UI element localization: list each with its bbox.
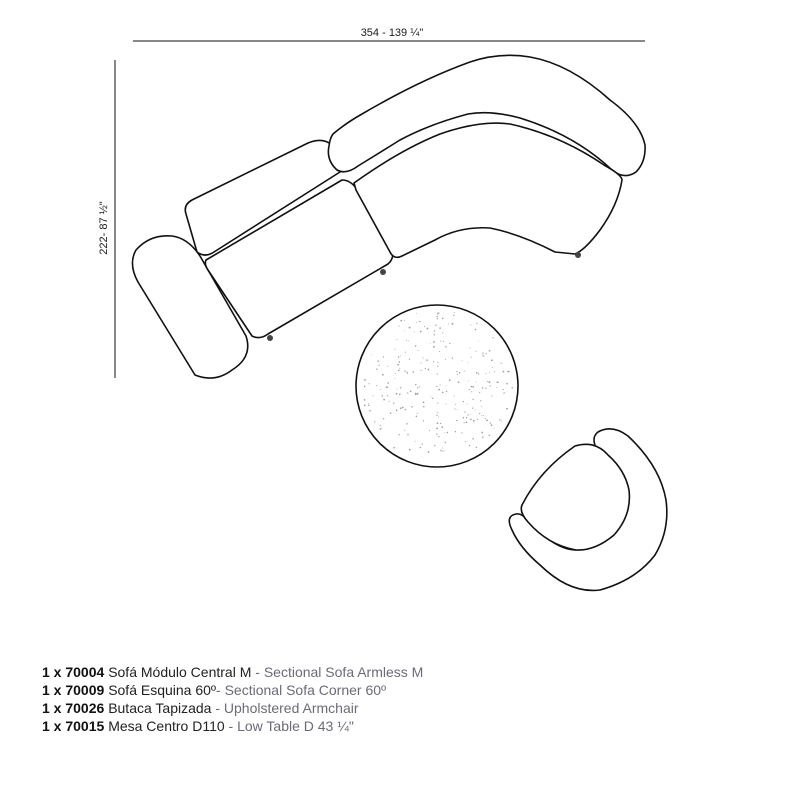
table-speckle [504, 392, 505, 393]
sofa-leg [267, 335, 273, 341]
table-speckle [416, 416, 418, 418]
table-speckle [481, 415, 482, 416]
table-speckle [483, 415, 484, 416]
table-speckle [455, 431, 456, 432]
table-speckle [417, 388, 418, 389]
table-speckle [454, 312, 455, 313]
table-speckle [386, 386, 387, 387]
table-speckle [453, 315, 454, 316]
table-speckle [436, 316, 438, 318]
table-speckle [506, 408, 508, 410]
table-speckle [396, 339, 397, 340]
table-speckle [407, 392, 408, 393]
component-row [42, 717, 423, 735]
table-speckle [430, 397, 431, 398]
component-name-spanish: Butaca Tapizada [108, 700, 212, 716]
table-speckle [429, 430, 430, 431]
table-speckle [475, 382, 476, 383]
table-speckle [435, 325, 436, 326]
table-speckle [368, 405, 369, 406]
table-speckle [470, 418, 472, 420]
table-speckle [364, 379, 366, 381]
table-speckle [436, 434, 437, 435]
table-speckle [445, 442, 446, 443]
table-speckle [454, 395, 455, 396]
table-speckle [458, 381, 460, 383]
table-speckle [399, 434, 400, 435]
table-speckle [480, 400, 481, 401]
table-speckle [449, 379, 451, 381]
table-speckle [475, 410, 476, 411]
table-speckle [461, 432, 462, 433]
table-speckle [478, 373, 479, 374]
table-speckle [499, 419, 500, 420]
table-speckle [489, 372, 490, 373]
table-speckle [489, 350, 491, 352]
table-speckle [471, 357, 472, 358]
table-speckle [452, 357, 453, 358]
component-list [42, 663, 423, 735]
component-quantity-code: 1 x 70015 [42, 718, 105, 734]
table-speckle [423, 401, 425, 403]
table-speckle [456, 371, 457, 372]
table-speckle [475, 351, 476, 352]
table-speckle [471, 386, 472, 387]
table-speckle [464, 371, 465, 372]
table-speckle [434, 445, 435, 446]
table-speckle [464, 422, 465, 423]
table-speckle [470, 347, 471, 348]
table-speckle [399, 394, 401, 396]
table-speckle [506, 383, 508, 385]
table-speckle [501, 421, 502, 422]
table-speckle [380, 425, 381, 426]
table-speckle [387, 387, 388, 388]
table-speckle [423, 420, 424, 421]
table-speckle [413, 371, 415, 373]
table-speckle [390, 412, 392, 414]
table-speckle [487, 381, 488, 382]
table-speckle [440, 384, 441, 385]
table-speckle [470, 414, 471, 415]
table-speckle [497, 381, 499, 383]
table-speckle [472, 407, 473, 408]
table-speckle [406, 423, 407, 424]
table-speckle [494, 428, 495, 429]
table-speckle [439, 351, 440, 352]
table-speckle [425, 368, 426, 369]
table-speckle [405, 352, 406, 353]
table-speckle [483, 356, 484, 357]
table-speckle [404, 320, 405, 321]
table-speckle [417, 393, 419, 395]
table-speckle [416, 322, 417, 323]
table-speckle [393, 403, 394, 404]
table-speckle [424, 326, 425, 327]
table-speckle [511, 387, 512, 388]
table-speckle [471, 391, 472, 392]
table-speckle [380, 428, 382, 430]
table-speckle [440, 450, 441, 451]
table-speckle [437, 412, 438, 413]
table-speckle [397, 364, 399, 366]
table-speckle [419, 386, 420, 387]
table-speckle [438, 389, 440, 391]
table-speckle [444, 432, 445, 433]
component-row [42, 663, 423, 681]
table-speckle [423, 358, 424, 359]
table-speckle [463, 401, 464, 402]
table-speckle [438, 436, 439, 437]
table-speckle [459, 372, 461, 374]
table-speckle [371, 355, 372, 356]
table-speckle [438, 417, 439, 418]
table-speckle [426, 359, 428, 361]
table-speckle [434, 334, 435, 335]
table-speckle [433, 361, 434, 362]
component-row [42, 699, 423, 717]
table-speckle [476, 372, 478, 374]
table-speckle [409, 449, 411, 451]
table-speckle [489, 435, 490, 436]
table-speckle [492, 367, 493, 368]
table-speckle [503, 371, 505, 373]
table-speckle [399, 361, 400, 362]
table-speckle [468, 362, 469, 363]
table-speckle [463, 417, 464, 418]
table-speckle [418, 350, 419, 351]
table-speckle [404, 430, 405, 431]
table-speckle [481, 432, 483, 434]
component-name-english: - Low Table D 43 ¼" [224, 718, 354, 734]
table-speckle [442, 332, 443, 333]
table-speckle [395, 378, 396, 379]
table-speckle [493, 337, 494, 338]
table-speckle [369, 410, 371, 412]
table-speckle [388, 401, 389, 402]
table-speckle [502, 389, 503, 390]
table-speckle [400, 320, 402, 322]
table-speckle [393, 447, 395, 449]
table-speckle [398, 370, 400, 372]
table-speckle [507, 371, 508, 372]
table-speckle [380, 389, 381, 390]
table-speckle [442, 392, 444, 394]
table-speckle [400, 355, 401, 356]
table-speckle [430, 343, 431, 344]
table-speckle [501, 363, 502, 364]
table-speckle [446, 391, 447, 392]
table-speckle [437, 366, 438, 367]
table-speckle [409, 327, 411, 329]
component-quantity-code: 1 x 70009 [42, 682, 105, 698]
table-speckle [433, 346, 435, 348]
upholstered-armchair [509, 429, 667, 591]
sectional-sofa-armless-module [132, 140, 392, 378]
table-speckle [436, 428, 438, 430]
table-speckle [421, 370, 422, 371]
table-speckle [491, 424, 493, 426]
table-speckle [409, 359, 410, 360]
table-speckle [428, 451, 430, 453]
table-speckle [410, 390, 412, 392]
table-speckle [368, 383, 369, 384]
component-name-english: - Upholstered Armchair [211, 700, 359, 716]
table-speckle [469, 389, 470, 390]
table-speckle [455, 404, 456, 405]
table-speckle [437, 362, 438, 363]
table-speckle [476, 447, 477, 448]
table-speckle [379, 365, 380, 366]
table-speckle [472, 399, 473, 400]
table-speckle [420, 331, 422, 333]
table-speckle [442, 427, 443, 428]
table-speckle [415, 393, 416, 394]
table-speckle [364, 386, 365, 387]
component-name-spanish: Sofá Módulo Central M [108, 664, 252, 680]
sofa-leg [380, 269, 386, 275]
table-speckle [423, 406, 424, 407]
table-speckle [482, 436, 483, 437]
table-speckle [481, 406, 482, 407]
table-speckle [470, 325, 471, 326]
table-speckle [432, 398, 433, 399]
table-speckle [368, 403, 369, 404]
table-speckle [372, 395, 373, 396]
table-speckle [461, 360, 462, 361]
table-speckle [442, 318, 444, 320]
table-speckle [434, 330, 435, 331]
table-speckle [416, 313, 417, 314]
table-speckle [437, 313, 439, 315]
table-speckle [404, 330, 405, 331]
table-speckle [508, 371, 510, 373]
table-speckle [454, 408, 455, 409]
table-speckle [465, 441, 466, 442]
table-speckle [396, 409, 398, 411]
table-speckle [376, 385, 377, 386]
table-speckle [383, 418, 384, 419]
table-speckle [443, 341, 444, 342]
table-speckle [482, 387, 483, 388]
table-speckle [436, 386, 437, 387]
table-speckle [489, 385, 490, 386]
table-speckle [447, 432, 448, 433]
table-speckle [415, 441, 416, 442]
table-speckle [446, 404, 447, 405]
table-speckle [427, 328, 429, 330]
table-speckle [443, 450, 444, 451]
table-speckle [411, 406, 412, 407]
table-speckle [436, 415, 437, 416]
table-speckle [445, 346, 446, 347]
table-speckle [437, 422, 439, 424]
table-speckle [445, 359, 446, 360]
table-speckle [477, 419, 478, 420]
table-speckle [469, 445, 470, 446]
table-speckle [456, 420, 457, 421]
width-dimension-label: 354 - 139 ¼" [360, 27, 424, 39]
table-speckle [419, 321, 421, 323]
component-row [42, 681, 423, 699]
table-speckle [383, 356, 384, 357]
table-speckle [382, 374, 384, 376]
table-speckle [485, 388, 486, 389]
table-speckle [437, 374, 438, 375]
component-name-english: - Sectional Sofa Armless M [251, 664, 424, 680]
table-speckle [406, 340, 407, 341]
component-name-english: - Sectional Sofa Corner 60º [216, 682, 387, 698]
table-speckle [467, 414, 468, 415]
table-speckle [402, 407, 404, 409]
table-speckle [437, 403, 438, 404]
table-speckle [420, 362, 421, 363]
table-speckle [387, 395, 388, 396]
table-speckle [475, 329, 477, 331]
table-speckle [420, 447, 421, 448]
table-speckle [448, 323, 449, 324]
table-speckle [478, 341, 479, 342]
table-speckle [446, 385, 447, 386]
table-speckle [428, 369, 430, 371]
table-speckle [479, 392, 480, 393]
table-speckle [364, 399, 366, 401]
component-quantity-code: 1 x 70026 [42, 700, 105, 716]
table-speckle [433, 341, 435, 343]
table-speckle [457, 409, 458, 410]
table-speckle [404, 370, 405, 371]
table-speckle [457, 374, 458, 375]
table-speckle [415, 384, 416, 385]
table-speckle [440, 341, 441, 342]
table-speckle [399, 368, 400, 369]
table-speckle [489, 381, 491, 383]
sectional-sofa-corner-60 [328, 55, 645, 258]
table-speckle [395, 373, 396, 374]
table-speckle [437, 318, 438, 319]
table-speckle [376, 368, 377, 369]
table-speckle [415, 345, 417, 347]
table-speckle [400, 387, 401, 388]
table-speckle [479, 413, 480, 414]
table-speckle [387, 366, 388, 367]
table-speckle [494, 371, 495, 372]
table-speckle [364, 404, 366, 406]
table-speckle [466, 421, 468, 423]
table-speckle [498, 382, 499, 383]
table-speckle [442, 448, 443, 449]
table-speckle [383, 399, 385, 401]
table-speckle [396, 389, 397, 390]
low-table-d110 [356, 305, 518, 467]
component-name-spanish: Sofá Esquina 60º [108, 682, 217, 698]
table-speckle [482, 355, 483, 356]
table-speckle [482, 352, 483, 353]
table-speckle [442, 451, 443, 452]
table-speckle [406, 372, 408, 374]
table-speckle [405, 409, 406, 410]
table-speckle [466, 404, 467, 405]
table-speckle [490, 423, 491, 424]
table-speckle [374, 421, 375, 422]
table-speckle [382, 395, 383, 396]
table-speckle [415, 393, 417, 395]
table-speckle [400, 407, 402, 409]
table-speckle [472, 438, 474, 440]
table-speckle [491, 396, 492, 397]
table-speckle [440, 423, 441, 424]
table-speckle [473, 420, 475, 422]
component-quantity-code: 1 x 70004 [42, 664, 105, 680]
table-speckle [398, 356, 400, 358]
table-speckle [394, 349, 395, 350]
table-speckle [486, 420, 488, 422]
table-speckle [468, 380, 469, 381]
table-speckle [396, 393, 398, 395]
table-speckle [486, 373, 487, 374]
table-speckle [408, 340, 409, 341]
table-speckle [449, 343, 450, 344]
sofa-leg [575, 252, 581, 258]
table-speckle [485, 418, 486, 419]
table-speckle [377, 360, 379, 362]
table-speckle [387, 382, 389, 384]
table-speckle [496, 387, 497, 388]
table-speckle [407, 434, 408, 435]
table-speckle [422, 443, 423, 444]
table-speckle [466, 417, 467, 418]
table-speckle [464, 411, 465, 412]
component-name-spanish: Mesa Centro D110 [108, 718, 225, 734]
table-speckle [381, 428, 382, 429]
depth-dimension-label: 222- 87 ½" [98, 201, 110, 255]
table-speckle [452, 323, 454, 325]
table-speckle [476, 323, 477, 324]
table-speckle [439, 327, 441, 329]
table-speckle [491, 359, 493, 361]
table-speckle [472, 386, 474, 388]
table-speckle [414, 332, 415, 333]
table-speckle [399, 326, 400, 327]
table-speckle [417, 413, 418, 414]
table-speckle [486, 353, 487, 354]
